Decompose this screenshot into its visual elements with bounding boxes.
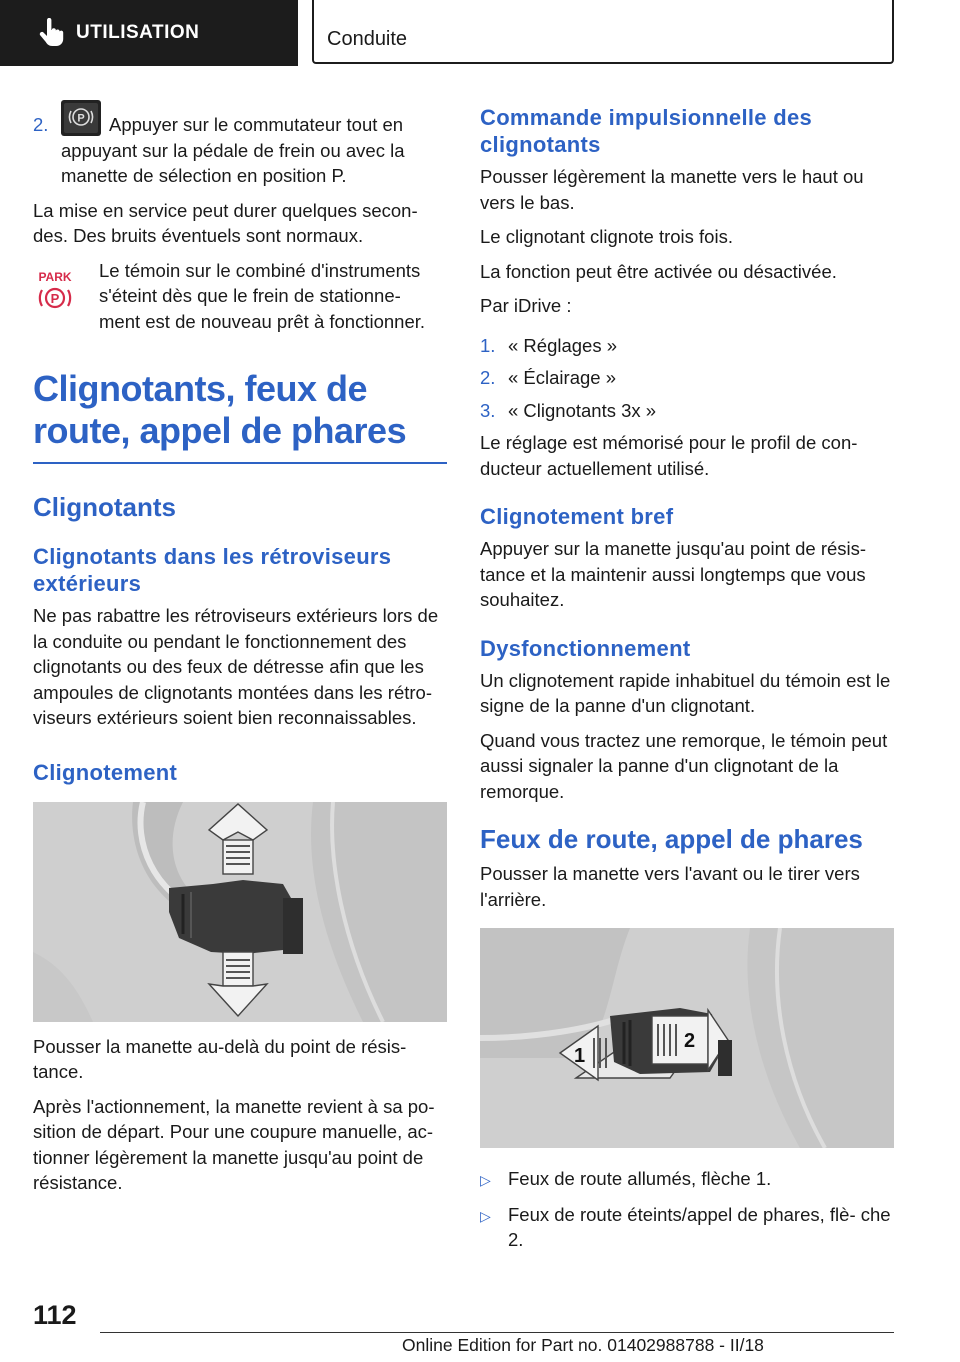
paragraph: Par iDrive : — [480, 295, 572, 316]
subsection-title: Conduite — [327, 28, 408, 50]
paragraph: Pousser légèrement la manette vers le haut ou vers le bas. — [480, 166, 864, 213]
list-item — [480, 1166, 894, 1194]
park-indicator-icon — [33, 268, 77, 335]
arrow-2-label: 2 — [684, 1030, 696, 1052]
section-tab — [0, 0, 298, 66]
bullet-text: Feux de route allumés, flèche 1. — [508, 1168, 772, 1189]
turn-signal-stalk-illustration — [33, 802, 447, 1022]
step-number: 2. — [33, 114, 49, 135]
footer-divider — [100, 1332, 894, 1333]
section-heading: Feux de route, appel de phares — [480, 824, 863, 854]
subsection-heading: Commande impulsionnelle des clignotants — [480, 105, 813, 157]
triangle-bullet-icon: ▷ — [480, 1207, 491, 1224]
paragraph: Ne pas rabattre les rétroviseurs extérieurs lors de la conduite ou pendant le fonctionnement des clignotants ou des feux de détresse afin que les ampoules de clignotants montées dans les rétro- viseurs extérieurs soient bien reconnaissables. — [33, 605, 439, 728]
subsection-heading: Clignotants dans les rétroviseurs extérieurs — [33, 544, 392, 596]
main-heading-block — [33, 368, 447, 464]
paragraph: Un clignotement rapide inhabituel du témoin est le signe de la panne d'un clignotant. — [480, 669, 891, 716]
hand-pointer-icon — [38, 18, 64, 48]
main-heading: Clignotants, feux de route, appel de phares — [33, 368, 407, 451]
left-column — [33, 112, 447, 1205]
subsection-heading: Clignotement — [33, 759, 178, 785]
list-item — [480, 398, 894, 424]
parking-brake-switch-icon — [61, 100, 101, 136]
section-title: UTILISATION — [76, 22, 200, 43]
step-text-wrap — [61, 112, 447, 189]
list-item — [33, 112, 447, 189]
right-column — [480, 104, 894, 1261]
paragraph: Quand vous tractez une remorque, le témoin peut aussi signaler la panne d'un clignotant de la remorque. — [480, 729, 888, 802]
paragraph: Pousser la manette vers l'avant ou le tirer vers l'arrière. — [480, 863, 860, 910]
svg-text:P: P — [50, 290, 60, 306]
park-icon-text: PARK — [38, 269, 72, 284]
park-warning-text: Le témoin sur le combiné d'instruments s'éteint dès que le frein de stationne- ment est de nouveau prêt à fonctionner. — [99, 259, 426, 332]
step-text: Appuyer sur le commutateur tout en appuyant sur la pédale de frein ou avec la manette de sélection en position P. — [61, 114, 405, 186]
list-item — [480, 333, 894, 359]
subsection-heading: Clignotement bref — [480, 504, 674, 529]
paragraph: Pousser la manette au-delà du point de résis- tance. — [33, 1035, 407, 1082]
section-heading: Clignotants — [33, 492, 176, 522]
paragraph: Après l'actionnement, la manette revient à sa po- sition de départ. Pour une coupure manuelle, ac- tionner légèrement la manette jusqu'au point de résistance. — [33, 1095, 435, 1193]
edition-text: Online Edition for Part no. 01402988788 - II/18 — [402, 1335, 764, 1355]
arrow-1-label: 1 — [574, 1045, 586, 1067]
step-number: 2. — [480, 367, 496, 388]
step-number: 3. — [480, 399, 496, 421]
subsection-heading: Dysfonctionnement — [480, 635, 691, 661]
paragraph: Le réglage est mémorisé pour le profil de con- ducteur actuellement utilisé. — [480, 432, 858, 479]
paragraph: Appuyer sur la manette jusqu'au point de résis- tance et la maintenir aussi longtemps que vous souhaitez. — [480, 538, 867, 610]
step-text: « Éclairage » — [508, 367, 616, 388]
step-text: « Réglages » — [508, 334, 618, 356]
bullet-text: Feux de route éteints/appel de phares, flè- che 2. — [508, 1203, 891, 1250]
high-beam-stalk-illustration — [480, 928, 894, 1148]
triangle-bullet-icon: ▷ — [480, 1172, 491, 1188]
paragraph: La mise en service peut durer quelques secon- des. Des bruits éventuels sont normaux. — [33, 199, 418, 246]
subsection-tab — [312, 0, 894, 64]
step-number: 1. — [480, 334, 496, 356]
paragraph: La fonction peut être activée ou désactivée. — [480, 260, 837, 282]
bullet-list — [480, 1166, 894, 1253]
list-item — [480, 1202, 894, 1253]
paragraph: Le clignotant clignote trois fois. — [480, 226, 733, 247]
park-warning-row — [33, 258, 447, 335]
svg-text:P: P — [77, 112, 85, 125]
page-number: 112 — [33, 1300, 77, 1330]
list-item — [480, 365, 894, 391]
step-text: « Clignotants 3x » — [508, 399, 657, 421]
heading-divider — [33, 462, 447, 464]
